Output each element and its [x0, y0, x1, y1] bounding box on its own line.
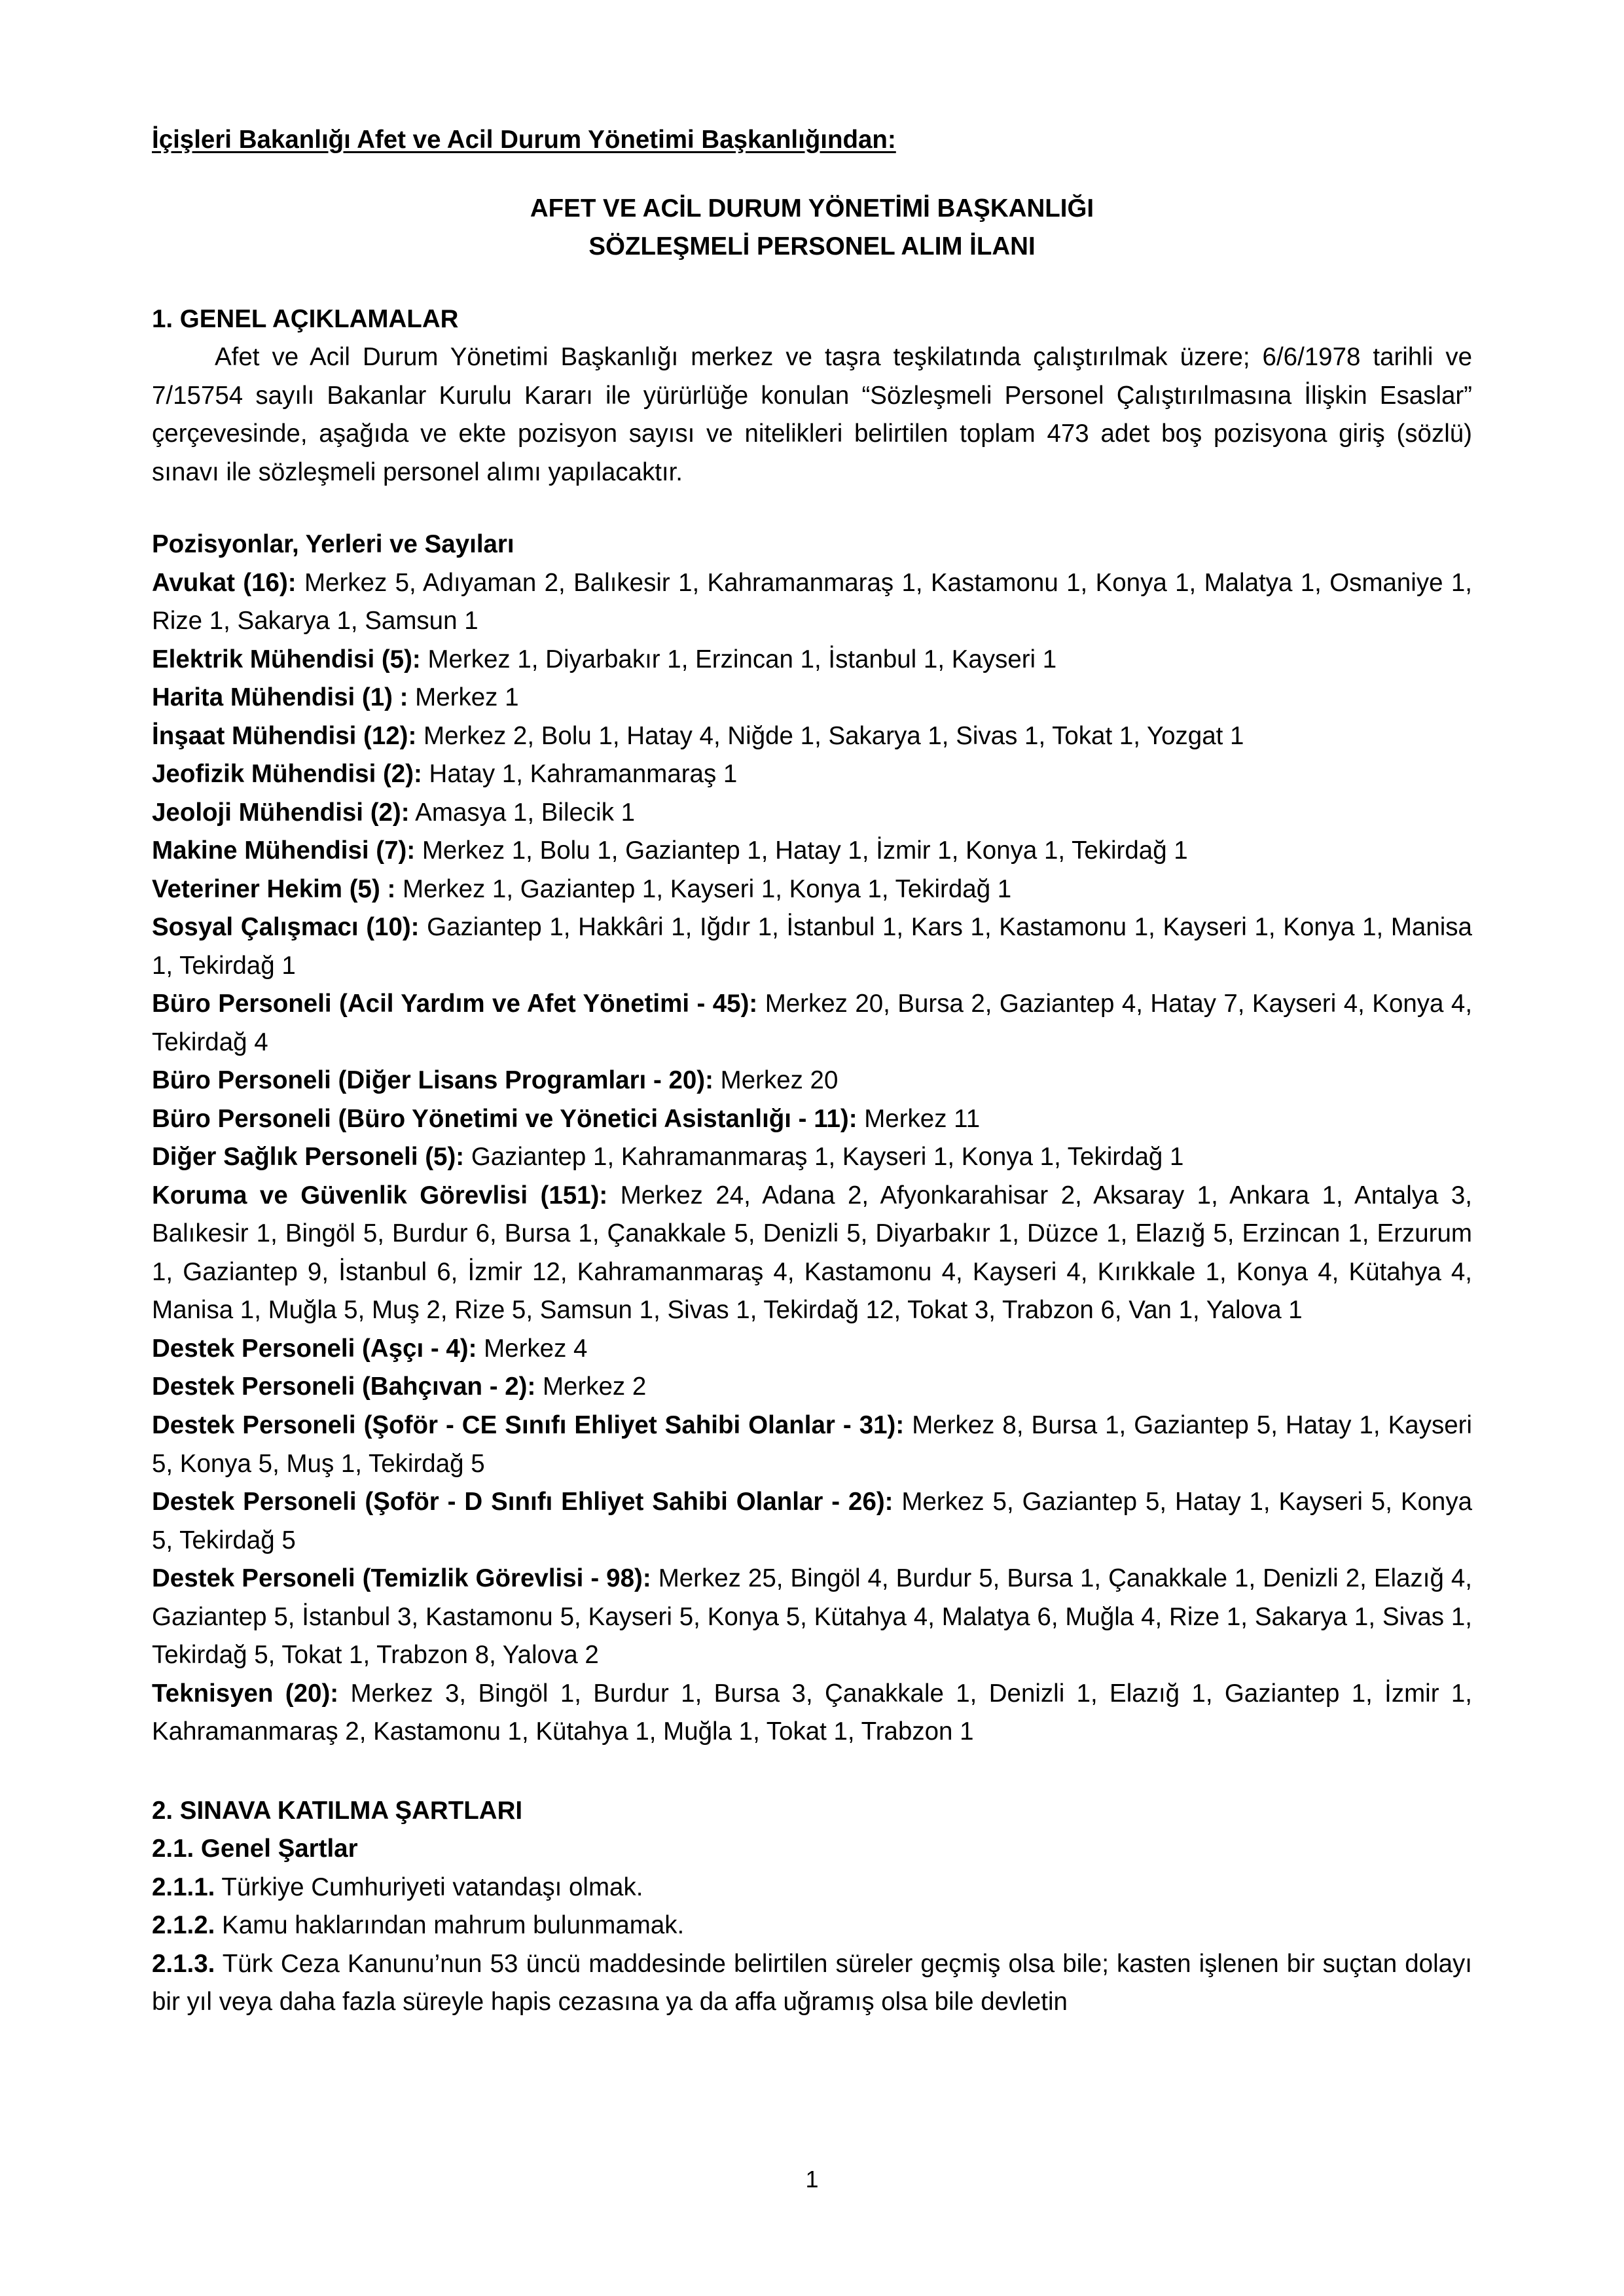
document-title [152, 190, 1472, 266]
position-item [152, 641, 1472, 679]
position-places: Merkez 2 [542, 1372, 647, 1401]
position-item [152, 1407, 1472, 1483]
position-places: Merkez 24, Adana 2, Afyonkarahisar 2, Aksaray 1, Ankara 1, Antalya 3, Balıkesir 1, Bingöl 5, Burdur 6, Bursa 1, Çanakkale 5, Denizli 5, Diyarbakır 1, Düzce 1, Elazığ 5, Erzincan 1, Erzurum 1, Gaziantep 9, İstanbul 6, İzmir 12, Kahramanmaraş 4, Kastamonu 4, Kayseri 4, Kırıkkale 1, Konya 4, Kütahya 4, Manisa 1, Muğla 5, Muş 2, Rize 5, Samsun 1, Sivas 1, Tekirdağ 12, Tokat 3, Trabzon 6, Van 1, Yalova 1 [152, 1181, 1472, 1325]
position-places: Merkez 1, Bolu 1, Gaziantep 1, Hatay 1, İzmir 1, Konya 1, Tekirdağ 1 [422, 836, 1188, 865]
position-title: Destek Personeli (Aşçı - 4): [152, 1334, 477, 1363]
position-item [152, 832, 1472, 870]
positions-heading: Pozisyonlar, Yerleri ve Sayıları [152, 530, 514, 559]
position-title: Büro Personeli (Büro Yönetimi ve Yönetici Asistanlığı - 11): [152, 1104, 857, 1133]
rule-number: 2.1.2. [152, 1911, 215, 1940]
document-body [152, 121, 1472, 2022]
position-item [152, 1330, 1472, 1369]
section-2-heading: 2. SINAVA KATILMA ŞARTLARI [152, 1796, 523, 1825]
position-title: Teknisyen (20): [152, 1679, 339, 1708]
position-item [152, 985, 1472, 1062]
position-places: Amasya 1, Bilecik 1 [415, 798, 636, 827]
position-title: Jeoloji Mühendisi (2): [152, 798, 410, 827]
position-item [152, 1100, 1472, 1139]
title-line-2: SÖZLEŞMELİ PERSONEL ALIM İLANI [588, 232, 1036, 261]
position-title: Elektrik Mühendisi (5): [152, 645, 421, 673]
spacer [152, 1751, 1472, 1792]
position-title: Destek Personeli (Şoför - CE Sınıfı Ehliyet Sahibi Olanlar - 31): [152, 1410, 905, 1439]
position-title: Harita Mühendisi (1) : [152, 683, 408, 712]
rule-item [152, 1945, 1472, 2022]
position-places: Merkez 25, Bingöl 4, Burdur 5, Bursa 1, Çanakkale 1, Denizli 2, Elazığ 4, Gaziantep 5, İstanbul 3, Kastamonu 5, Kayseri 5, Konya 5, Kütahya 4, Malatya 6, Muğla 4, Rize 1, Sakarya 1, Sivas 1, Tekirdağ 5, Tokat 1, Trabzon 8, Yalova 2 [152, 1564, 1472, 1670]
position-places: Merkez 5, Gaziantep 5, Hatay 1, Kayseri 5, Konya 5, Tekirdağ 5 [152, 1488, 1472, 1554]
position-title: İnşaat Mühendisi (12): [152, 721, 417, 750]
position-places: Hatay 1, Kahramanmaraş 1 [429, 760, 738, 789]
rule-number: 2.1.3. [152, 1949, 215, 1978]
position-title: Destek Personeli (Temizlik Görevlisi - 98): [152, 1564, 651, 1593]
position-places: Merkez 1 [415, 683, 519, 712]
rule-text: Türk Ceza Kanunu’nun 53 üncü maddesinde belirtilen süreler geçmiş olsa bile; kasten işlenen bir suçtan dolayı bir yıl veya daha fazla süreyle hapis cezasına ya da affa uğramış olsa bile devletin [152, 1949, 1472, 2017]
position-title: Veteriner Hekim (5) : [152, 874, 396, 903]
section-1-paragraph: Afet ve Acil Durum Yönetimi Başkanlığı merkez ve taşra teşkilatında çalıştırılmak üzere; 6/6/1978 tarihli ve 7/15754 sayılı Bakanlar Kurulu Kararı ile yürürlüğe konulan “Sözleşmeli Personel Çalıştırılmasına İlişkin Esaslar” çerçevesinde, aşağıda ve ekte pozisyon sayısı ve nitelikleri belirtilen toplam 473 adet boş pozisyona giriş (sözlü) sınavı ile sözleşmeli personel alımı yapılacaktır. [152, 343, 1472, 486]
position-title: Koruma ve Güvenlik Görevlisi (151): [152, 1181, 608, 1210]
position-places: Merkez 4 [484, 1334, 588, 1363]
section-1-heading: 1. GENEL AÇIKLAMALAR [152, 304, 459, 333]
rule-text: Türkiye Cumhuriyeti vatandaşı olmak. [221, 1873, 643, 1901]
position-title: Destek Personeli (Bahçıvan - 2): [152, 1372, 536, 1401]
position-title: Büro Personeli (Diğer Lisans Programları - 20): [152, 1066, 713, 1095]
spacer [152, 266, 1472, 300]
position-title: Avukat (16): [152, 568, 297, 597]
position-item [152, 1177, 1472, 1330]
position-item [152, 1138, 1472, 1177]
position-item [152, 870, 1472, 909]
position-title: Jeofizik Mühendisi (2): [152, 760, 422, 789]
position-title: Büro Personeli (Acil Yardım ve Afet Yönetimi - 45): [152, 990, 758, 1018]
issuing-authority-header: İçişleri Bakanlığı Afet ve Acil Durum Yönetimi Başkanlığından: [152, 126, 896, 154]
position-places: Merkez 1, Diyarbakır 1, Erzincan 1, İstanbul 1, Kayseri 1 [427, 645, 1057, 673]
position-places: Merkez 20, Bursa 2, Gaziantep 4, Hatay 7, Kayseri 4, Konya 4, Tekirdağ 4 [152, 990, 1473, 1056]
position-item [152, 1368, 1472, 1407]
section-2-subheading: 2.1. Genel Şartlar [152, 1835, 358, 1863]
rule-item [152, 1907, 1472, 1945]
position-title: Diğer Sağlık Personeli (5): [152, 1143, 465, 1172]
position-item [152, 717, 1472, 756]
position-item [152, 1675, 1472, 1751]
position-places: Merkez 2, Bolu 1, Hatay 4, Niğde 1, Sakarya 1, Sivas 1, Tokat 1, Yozgat 1 [424, 721, 1244, 750]
position-places: Gaziantep 1, Kahramanmaraş 1, Kayseri 1, Konya 1, Tekirdağ 1 [471, 1143, 1184, 1172]
position-title: Sosyal Çalışmacı (10): [152, 913, 420, 942]
position-item [152, 908, 1472, 985]
spacer [152, 492, 1472, 526]
position-title: Makine Mühendisi (7): [152, 836, 416, 865]
position-item [152, 679, 1472, 717]
page-number: 1 [805, 2166, 819, 2193]
position-item [152, 1560, 1472, 1675]
position-places: Merkez 11 [864, 1104, 981, 1133]
position-places: Gaziantep 1, Hakkâri 1, Iğdır 1, İstanbul 1, Kars 1, Kastamonu 1, Kayseri 1, Konya 1, Manisa 1, Tekirdağ 1 [152, 913, 1472, 980]
title-line-1: AFET VE ACİL DURUM YÖNETİMİ BAŞKANLIĞI [530, 194, 1094, 223]
position-title: Destek Personeli (Şoför - D Sınıfı Ehliyet Sahibi Olanlar - 26): [152, 1488, 893, 1516]
position-item [152, 794, 1472, 833]
position-item [152, 564, 1472, 641]
rules-list [152, 1869, 1472, 2022]
position-places: Merkez 20 [720, 1066, 839, 1095]
rule-item [152, 1869, 1472, 1907]
position-places: Merkez 3, Bingöl 1, Burdur 1, Bursa 3, Çanakkale 1, Denizli 1, Elazığ 1, Gaziantep 1, İzmir 1, Kahramanmaraş 2, Kastamonu 1, Kütahya 1, Muğla 1, Tokat 1, Trabzon 1 [152, 1679, 1473, 1746]
positions-list [152, 564, 1472, 1751]
position-places: Merkez 5, Adıyaman 2, Balıkesir 1, Kahramanmaraş 1, Kastamonu 1, Konya 1, Malatya 1, Osmaniye 1, Rize 1, Sakarya 1, Samsun 1 [152, 568, 1472, 636]
spacer [152, 160, 1472, 190]
position-item [152, 1483, 1472, 1560]
rule-text: Kamu haklarından mahrum bulunmamak. [222, 1911, 685, 1940]
position-places: Merkez 1, Gaziantep 1, Kayseri 1, Konya 1, Tekirdağ 1 [403, 874, 1012, 903]
position-item [152, 1062, 1472, 1100]
position-places: Merkez 8, Bursa 1, Gaziantep 5, Hatay 1, Kayseri 5, Konya 5, Muş 1, Tekirdağ 5 [152, 1410, 1472, 1478]
position-item [152, 755, 1472, 794]
rule-number: 2.1.1. [152, 1873, 215, 1901]
